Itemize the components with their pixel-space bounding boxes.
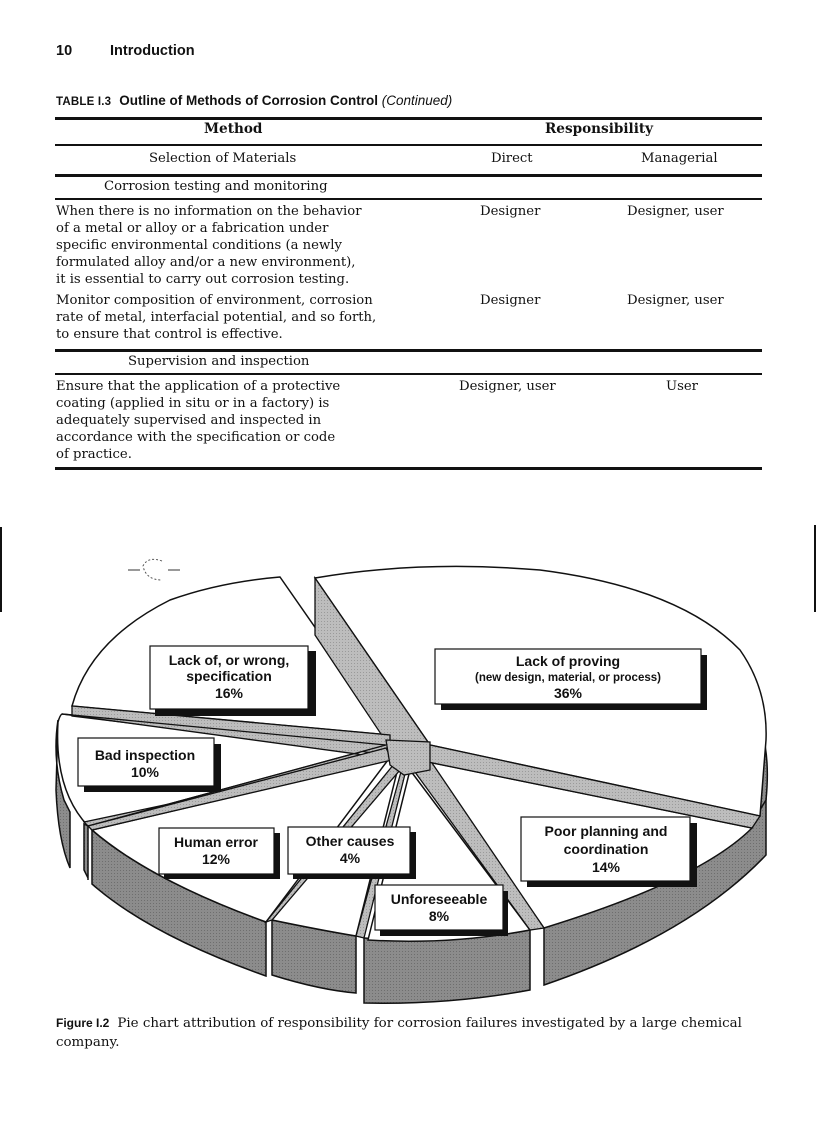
method-line: coating (applied in situ or in a factory) is bbox=[56, 396, 330, 411]
direct-cell: Designer bbox=[480, 204, 541, 219]
svg-text:Poor planning and: Poor planning and bbox=[544, 823, 668, 839]
method-line: Monitor composition of environment, corrosion bbox=[56, 293, 373, 308]
column-header-responsibility: Responsibility bbox=[545, 121, 654, 137]
group-heading: Supervision and inspection bbox=[128, 354, 310, 369]
svg-text:specification: specification bbox=[186, 668, 272, 684]
label-other-causes bbox=[288, 827, 416, 879]
svg-text:16%: 16% bbox=[214, 685, 244, 701]
method-line: rate of metal, interfacial potential, and so forth, bbox=[56, 310, 377, 325]
svg-text:4%: 4% bbox=[339, 850, 361, 866]
section-title: Introduction bbox=[110, 43, 195, 59]
table-rule bbox=[55, 198, 762, 200]
group-heading: Corrosion testing and monitoring bbox=[104, 179, 328, 194]
method-line: of practice. bbox=[56, 447, 132, 462]
svg-text:Unforeseeable: Unforeseeable bbox=[390, 891, 488, 907]
svg-text:coordination: coordination bbox=[563, 841, 649, 857]
column-header-method: Method bbox=[204, 121, 263, 137]
table-rule bbox=[55, 174, 762, 177]
table-label: TABLE I.3 bbox=[56, 96, 112, 108]
svg-text:10%: 10% bbox=[130, 764, 160, 780]
figure-caption-text: Pie chart attribution of responsibility for corrosion failures investigated by a large chemical company. bbox=[56, 1016, 742, 1050]
method-line: to ensure that control is effective. bbox=[56, 327, 283, 342]
method-line: accordance with the specification or code bbox=[56, 430, 336, 445]
method-line: of a metal or alloy or a fabrication under bbox=[56, 221, 329, 236]
svg-text:Human error: Human error bbox=[173, 834, 259, 850]
label-lack-of-specification bbox=[150, 646, 316, 716]
svg-text:(new design, material, or proc: (new design, material, or process) bbox=[475, 672, 661, 684]
svg-text:Other causes: Other causes bbox=[305, 833, 395, 849]
direct-cell: Designer bbox=[480, 293, 541, 308]
managerial-cell: User bbox=[666, 379, 698, 394]
method-line: adequately supervised and inspected in bbox=[56, 413, 322, 428]
table-bottom-rule bbox=[55, 467, 762, 470]
page-number: 10 bbox=[56, 43, 73, 59]
managerial-cell: Designer, user bbox=[627, 293, 724, 308]
table-rule bbox=[55, 349, 762, 352]
subheader-selection-of-materials: Selection of Materials bbox=[149, 151, 297, 166]
label-unforeseeable bbox=[375, 885, 508, 936]
table-continued: (Continued) bbox=[381, 93, 453, 108]
managerial-cell: Designer, user bbox=[627, 204, 724, 219]
method-line: it is essential to carry out corrosion testing. bbox=[56, 272, 350, 287]
column-header-direct: Direct bbox=[491, 151, 533, 166]
method-line: specific environmental conditions (a newly bbox=[56, 238, 342, 253]
running-head bbox=[56, 43, 195, 59]
pie-chart bbox=[0, 520, 816, 1010]
svg-text:Bad inspection: Bad inspection bbox=[94, 747, 196, 763]
svg-text:14%: 14% bbox=[591, 859, 621, 875]
method-line: Ensure that the application of a protective bbox=[56, 379, 341, 394]
table-rule bbox=[55, 373, 762, 375]
method-line: When there is no information on the behavior bbox=[56, 204, 362, 219]
method-line: formulated alloy and/or a new environment), bbox=[56, 255, 356, 270]
svg-text:36%: 36% bbox=[553, 685, 583, 701]
label-lack-of-proving bbox=[435, 649, 707, 710]
direct-cell: Designer, user bbox=[459, 379, 556, 394]
figure-caption bbox=[56, 1014, 766, 1052]
svg-text:12%: 12% bbox=[201, 851, 231, 867]
figure-label: Figure I.2 bbox=[56, 1016, 110, 1030]
decorative-mark-icon bbox=[128, 559, 180, 580]
svg-text:Lack of proving: Lack of proving bbox=[515, 653, 621, 669]
table-caption bbox=[56, 93, 452, 108]
label-poor-planning bbox=[521, 817, 697, 887]
table-title: Outline of Methods of Corrosion Control bbox=[119, 93, 378, 108]
label-human-error bbox=[159, 828, 280, 879]
table-top-rule bbox=[55, 117, 762, 120]
svg-text:8%: 8% bbox=[428, 908, 450, 924]
table-rule bbox=[55, 144, 762, 146]
svg-text:Lack of, or wrong,: Lack of, or wrong, bbox=[168, 652, 290, 668]
label-bad-inspection bbox=[78, 738, 221, 792]
column-header-managerial: Managerial bbox=[641, 151, 718, 166]
